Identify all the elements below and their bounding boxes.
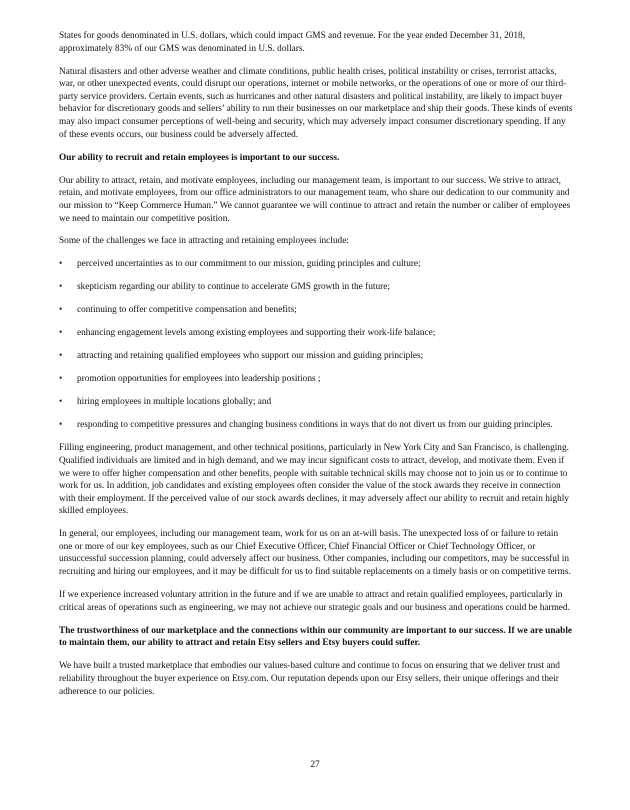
list-item-text: continuing to offer competitive compensation and benefits; [77,305,297,316]
list-item-text: promotion opportunities for employees into leadership positions ; [77,374,321,385]
section-heading-recruit-retain: Our ability to recruit and retain employees is important to our success. [59,152,340,163]
list-item [59,304,573,317]
list-item [59,373,573,386]
bullet-glyph: • [59,305,63,316]
bullet-glyph: • [59,351,63,362]
paragraph-challenges-lead-in: Some of the challenges we face in attracting and retaining employees include: [59,236,349,247]
list-item [59,327,573,340]
paragraph-at-will: In general, our employees, including our management team, work for us on an at-will basis. The unexpected loss of or failure to retain one or more of our key employees, such as our Chief Executive Officer, Chief Financial Officer or Chief Technology Officer, or unsuccessful succession planning, could adversely affect our business. Other companies, including our competitors, may be successful in recruiting and hiring our employees, and it may be difficult for us to find suitable replacements on a timely basis or on competitive terms. [59,529,571,578]
list-item [59,281,573,294]
paragraph-technical-positions: Filling engineering, product management, and other technical positions, particularly in New York City and San Francisco, is challenging. Qualified individuals are limited and in high demand, and we may incur significant costs to attract, develop, and motivate them. Even if we were to offer higher compensation and other benefits, people with suitable technical skills may choose not to join us or to continue to work for us. In addition, job candidates and existing employees often consider the value of the stock awards they receive in connection with their employment. If the perceived value of our stock awards declines, it may adversely affect our ability to recruit and retain highly skilled employees. [59,443,569,517]
list-item-text: skepticism regarding our ability to continue to accelerate GMS growth in the future; [77,282,390,293]
list-item [59,350,573,363]
paragraph-natural-disasters: Natural disasters and other adverse weather and climate conditions, public health crises, political instability or crises, terrorist attacks, war, or other unexpected events, could disrupt our operations, internet or mobile networks, or the operations of one or more of our third-party service providers. Certain events, such as hurricanes and other natural disasters and political instability, are likely to impact buyer behavior for discretionary goods and sellers’ ability to run their businesses on our marketplace and ship their goods. These kinds of events may also impact consumer perceptions of well-being and security, which may adversely impact consumer discretionary spending. If any of these events occurs, our business could be adversely affected. [59,66,573,140]
bullet-glyph: • [59,397,63,408]
bullet-glyph: • [59,374,63,385]
bullet-glyph: • [59,420,63,431]
challenges-list [59,258,573,431]
document-page [59,30,573,709]
paragraph-attract-retain: Our ability to attract, retain, and motivate employees, including our management team, is important to our success. We strive to attract, retain, and motivate employees, from our office administrators to our management team, who share our dedication to our community and our mission to “Keep Commerce Human.” We cannot guarantee we will continue to attract and retain the number or caliber of employees we need to maintain our competitive position. [59,175,571,224]
page-number: 27 [310,760,320,770]
paragraph-trusted-marketplace: We have built a trusted marketplace that embodies our values-based culture and continue to focus on ensuring that we deliver trust and reliability throughout the buyer experience on Etsy.com. Our reputation depends upon our Etsy sellers, their unique offerings and their adherence to our policies. [59,661,560,697]
list-item [59,396,573,409]
paragraph-gms-currency: States for goods denominated in U.S. dollars, which could impact GMS and revenue. For the year ended December 31, 2018, approximately 83% of our GMS was denominated in U.S. dollars. [59,31,526,54]
bullet-glyph: • [59,328,63,339]
list-item [59,258,573,271]
list-item [59,419,573,432]
list-item-text: enhancing engagement levels among existing employees and supporting their work-life balance; [77,328,436,339]
list-item-text: attracting and retaining qualified employees who support our mission and guiding principles; [77,351,424,362]
paragraph-attrition: If we experience increased voluntary attrition in the future and if we are unable to attract and retain qualified employees, particularly in critical areas of operations such as engineering, we may not achieve our strategic goals and our business and operations could be harmed. [59,590,570,613]
list-item-text: responding to competitive pressures and changing business conditions in ways that do not divert us from our guiding principles. [77,420,553,431]
section-heading-trustworthiness: The trustworthiness of our marketplace and the connections within our community are important to our success. If we are unable to maintain them, our ability to attract and retain Etsy sellers and Etsy buyers could suffer. [59,625,573,649]
list-item-text: hiring employees in multiple locations globally; and [77,397,272,408]
bullet-glyph: • [59,259,63,270]
bullet-glyph: • [59,282,63,293]
list-item-text: perceived uncertainties as to our commitment to our mission, guiding principles and culture; [77,259,421,270]
